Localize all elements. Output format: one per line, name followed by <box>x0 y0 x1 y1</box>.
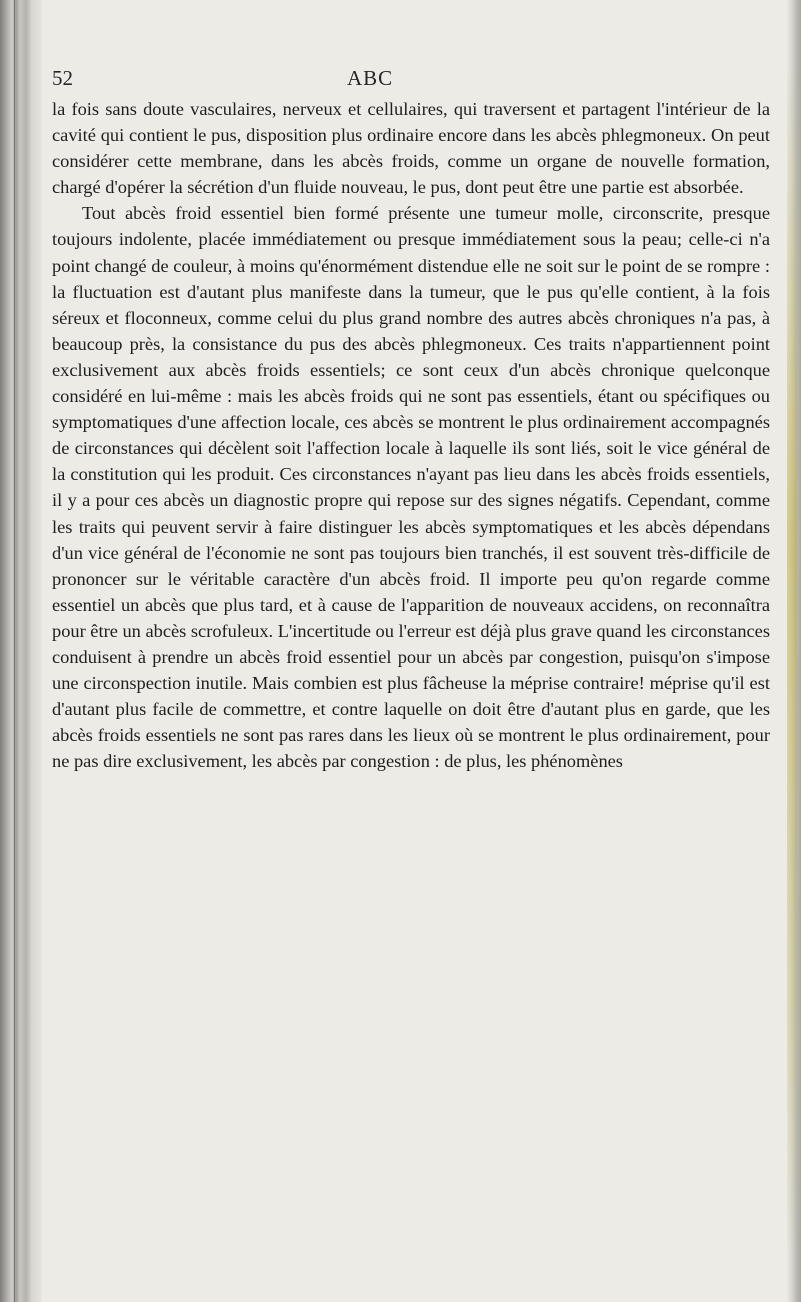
page-edge-stain <box>787 60 797 1260</box>
paragraph-abces-froid: Tout abcès froid essentiel bien formé présente une tumeur molle, circonscrite, presque toujours indolente, placée immédiatement ou presque immédiatement sous la peau; celle-ci n'a point changé de couleur, à moins qu'énormément distendue elle ne soit sur le point de se rompre : la fluctuation est d'autant plus manifeste dans la tumeur, que le pus qu'elle contient, à la fois séreux et floconneux, comme celui du plus grand nombre des autres abcès chroniques n'a pas, à beaucoup près, la consistance du pus des abcès phlegmoneux. Ces traits n'appartiennent point exclusivement aux abcès froids essentiels; ce sont ceux d'un abcès chronique quelconque considéré en lui-même : mais les abcès froids qui ne sont pas essentiels, étant ou spécifiques ou symptomatiques d'une affection locale, ces abcès se montrent le plus ordinairement accompagnés de circonstances qui décèlent soit l'affection locale à laquelle ils sont liés, soit le vice général de la constitution qui les produit. Ces circonstances n'ayant pas lieu dans les abcès froids essentiels, il y a pour ces abcès un diagnostic propre qui repose sur des signes négatifs. Cependant, comme les traits qui peuvent servir à faire distinguer les abcès symptomatiques et les abcès dépendans d'un vice général de l'économie ne sont pas toujours bien tranchés, il est souvent très-difficile de prononcer sur le véritable caractère d'un abcès froid. Il importe peu qu'on regarde comme essentiel un abcès que plus tard, et à cause de l'apparition de nouveaux accidens, on reconnaîtra pour être un abcès scrofuleux. L'incertitude ou l'erreur est déjà plus grave quand les circonstances conduisent à prendre un abcès froid essentiel pour un abcès par congestion, puisqu'on s'impose une circonspection inutile. Mais combien est plus fâcheuse la méprise contraire! méprise qu'il est d'autant plus facile de commettre, et contre laquelle on doit être d'autant plus en garde, que les abcès froids essentiels ne sont pas rares dans les lieux où se montrent le plus ordinairement, pour ne pas dire exclusivement, les abcès par congestion : de plus, les phénomènes <box>52 203 770 772</box>
page-header <box>52 66 770 96</box>
page-right-edge <box>787 0 801 1302</box>
binding-shadow-line <box>14 0 15 1302</box>
body-text <box>52 96 770 774</box>
paragraph-continuation: la fois sans doute vasculaires, nerveux et cellulaires, qui traversent et partagent l'intérieur de la cavité qui contient le pus, disposition plus ordinaire encore dans les abcès phlegmoneux. On peut considérer cette membrane, dans les abcès froids, comme un organe de nouvelle formation, chargé d'opérer la sécrétion d'un fluide nouveau, le pus, dont peut être une partie est absorbée. <box>52 99 770 198</box>
running-head: ABC <box>347 66 394 90</box>
page-number: 52 <box>52 66 73 90</box>
book-binding-edge <box>0 0 42 1302</box>
book-page <box>52 66 770 774</box>
